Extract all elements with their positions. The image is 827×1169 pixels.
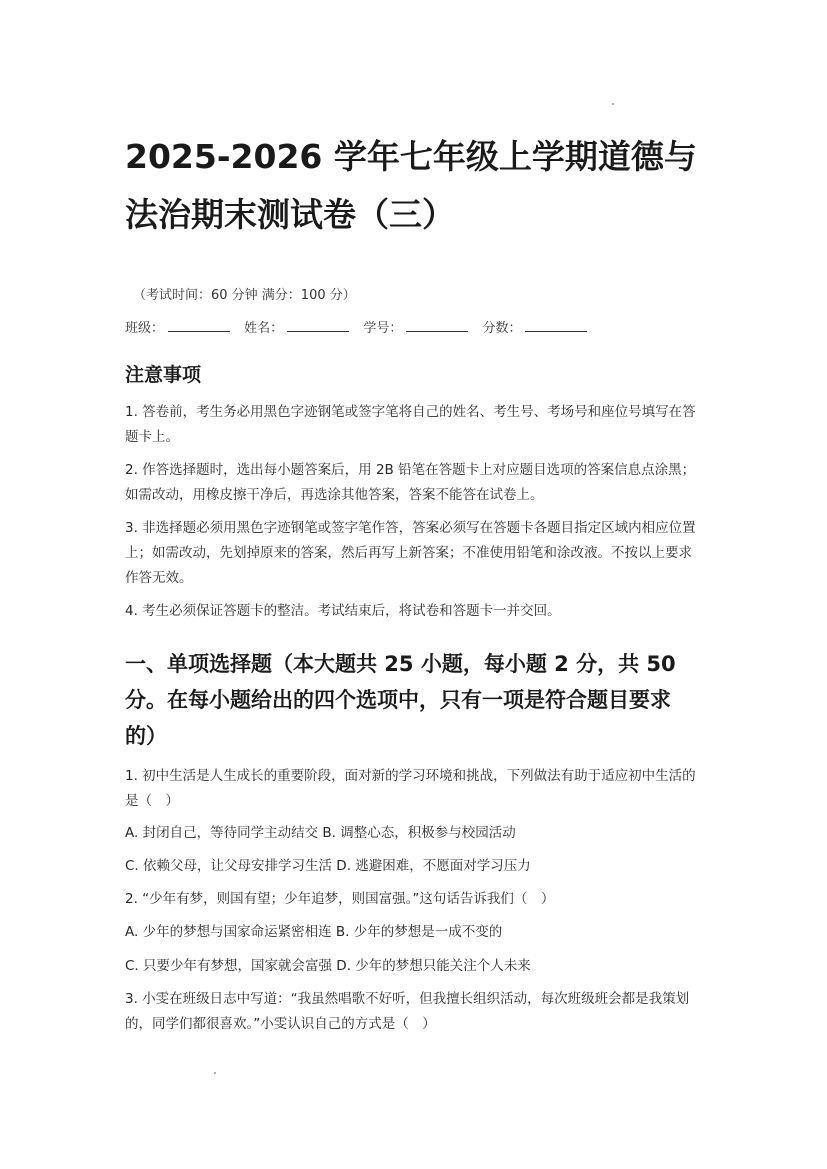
question-options: A. 少年的梦想与国家命运紧密相连 B. 少年的梦想是一成不变的: [125, 924, 503, 940]
page-title: 2025-2026 学年七年级上学期道德与法治期末测试卷（三）: [125, 137, 697, 234]
question-stem: 3. 小雯在班级日志中写道：“我虽然唱歌不好听，但我擅长组织活动，每次班级班会都是我策划的，同学们都很喜欢。”小雯认识自己的方式是（ ）: [125, 991, 690, 1032]
question-options: A. 封闭自己，等待同学主动结交 B. 调整心态，积极参与校园活动: [125, 825, 516, 841]
scan-dot: [612, 103, 614, 105]
score-label: 分数：: [482, 321, 522, 336]
score-blank[interactable]: [525, 319, 587, 332]
section-heading: 一、单项选择题（本大题共 25 小题，每小题 2 分，共 50 分。在每小题给出的四个选项中，只有一项是符合题目要求的）: [125, 652, 676, 748]
note-item: 2. 作答选择题时，选出每小题答案后，用 2B 铅笔在答题卡上对应题目选项的答案信息点涂黑；如需改动，用橡皮擦干净后，再选涂其他答案，答案不能答在试卷上。: [125, 462, 696, 503]
question-options: C. 依赖父母，让父母安排学习生活 D. 逃避困难，不愿面对学习压力: [125, 858, 531, 874]
scan-dot: [214, 1072, 216, 1074]
question-stem: 2. “少年有梦，则国有望；少年追梦，则国富强。”这句话告诉我们（ ）: [125, 891, 555, 907]
notes-heading: 注意事项: [125, 364, 202, 386]
id-label: 学号：: [363, 321, 403, 336]
student-info-fields: [125, 317, 597, 336]
note-item: 3. 非选择题必须用黑色字迹钢笔或签字笔作答，答案必须写在答题卡各题目指定区域内相应位置上；如需改动，先划掉原来的答案，然后再写上新答案；不准使用铅笔和涂改液。不按以上要求作答无效。: [125, 520, 696, 586]
id-blank[interactable]: [406, 319, 468, 332]
note-item: 1. 答卷前，考生务必用黑色字迹钢笔或签字笔将自己的姓名、考生号、考场号和座位号填写在答题卡上。: [125, 404, 696, 445]
class-blank[interactable]: [168, 319, 230, 332]
class-label: 班级：: [125, 321, 165, 336]
question-stem: 1. 初中生活是人生成长的重要阶段，面对新的学习环境和挑战，下列做法有助于适应初中生活的是（ ）: [125, 768, 696, 809]
name-label: 姓名：: [244, 321, 284, 336]
exam-info: （考试时间：60 分钟 满分：100 分）: [133, 288, 356, 303]
question-options: C. 只要少年有梦想，国家就会富强 D. 少年的梦想只能关注个人未来: [125, 958, 531, 974]
name-blank[interactable]: [287, 319, 349, 332]
note-item: 4. 考生必须保证答题卡的整洁。考试结束后，将试卷和答题卡一并交回。: [125, 603, 561, 619]
